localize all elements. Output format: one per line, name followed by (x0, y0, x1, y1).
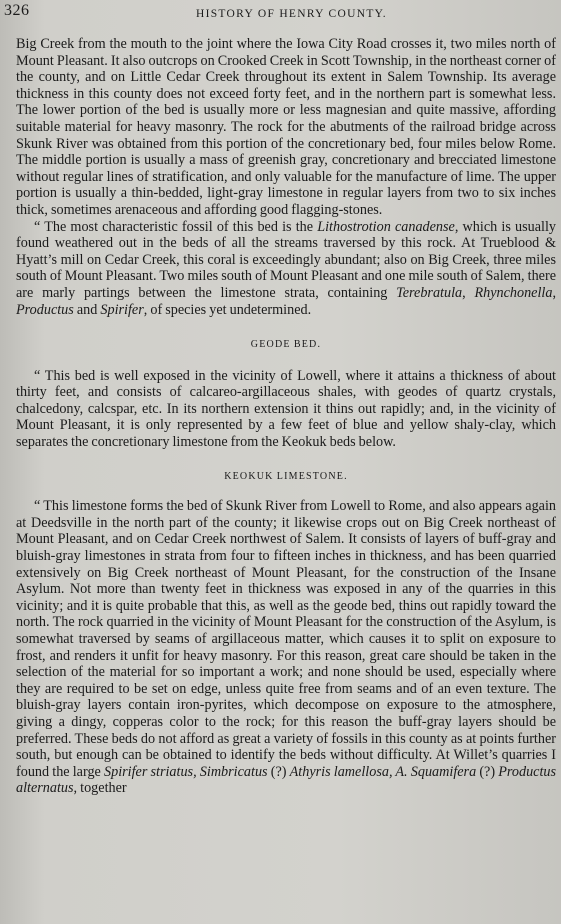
species-name: Spirifer striatus, Simbricatus (104, 763, 268, 780)
text-run: , (552, 284, 556, 301)
text-run: “ The most characteristic fossil of this bed is the (34, 218, 318, 235)
paragraph-concretionary-bed: Big Creek from the mouth to the joint where the Iowa City Road crosses it, two miles north of Mount Pleasant. It also outcrops on Crooked Creek in Scott Township, in the northeast corner of the county, and on Little Cedar Creek throughout its extent in Salem Township. Its average thickness in this county does not exceed forty feet, and in the northern part is somewhat less. The lower portion of the bed is usually more or less magnesian and quite massive, affording suitable material for heavy masonry. The rock for the abutments of the railroad bridge across Skunk River was obtained from this portion of the concretionary bed, four miles below Rome. The middle portion is usually a mass of greenish gray, concretionary and brecciated limestone without regular lines of stratification, and only valuable for the manufacture of lime. The upper portion is usually a thin-bedded, light-gray limestone in regular layers from two to six inches thick, sometimes arenaceous and affording good flagging-stones. (16, 36, 556, 218)
text-run: and (73, 301, 101, 318)
species-name: Athyris lamellosa, A. Squamifera (289, 763, 477, 780)
text-run: , of species yet undetermined. (143, 301, 312, 318)
text-run: (?) (267, 763, 290, 780)
paragraph-characteristic-fossil (16, 219, 556, 319)
text-run: “ This limestone forms the bed of Skunk River from Lowell to Rome, and also appears again at Deedsville in the north part of the county; it likewise crops out on Big Creek northeast of Mount Pleasant, and on Cedar Creek northwest of Salem. It consists of layers of buff-gray and bluish-gray limestones in strata from four to fifteen inches in thickness, and has been quarried extensively on Big Creek northeast of Mount Pleasant, for the construction of the Insane Asylum. Not more than twenty feet in thickness was exposed in any of the quarries in this vicinity; and it is quite probable that this, as well as the geode bed, thins out rapidly toward the north. The rock quarried in the vicinity of Mount Pleasant for the construction of the Asylum, is somewhat traversed by seams of argillaceous matter, which causes it to split on exposure to frost, and renders it unfit for heavy masonry. For this reason, great care should be taken in the selection of the material for so important a work; and none should be used, especially where they are required to be set on edge, unless quite free from seams and of an even texture. The bluish-gray layers contain iron-pyrites, which decompose on exposure to the atmosphere, giving a dingy, copperas color to the rock; for this reason the buff-gray layers should be preferred. These beds do not afford as great a variety of fossils in this county as at points further south, but enough can be obtained to identify the beds without difficulty. At Willet’s quarries I found the large (16, 498, 556, 780)
page-number: 326 (4, 2, 30, 19)
species-name: Lithostrotion canadense (317, 218, 455, 235)
section-heading-keokuk-limestone: KEOKUK LIMESTONE. (224, 470, 348, 482)
genus-name: Terebratula (396, 284, 463, 301)
running-head: HISTORY OF HENRY COUNTY. (196, 8, 387, 20)
page-body (16, 36, 556, 797)
page-header (0, 0, 561, 30)
section-heading-geode-bed: GEODE BED. (250, 339, 322, 351)
paragraph-keokuk-limestone (16, 498, 556, 797)
species-name: Productus alternatus (16, 763, 557, 797)
genus-name: Spirifer (100, 301, 144, 318)
genus-name: Productus (16, 301, 74, 318)
text-run: , which is usually found weathered out in the beds of all the streams traversed by this rock. At Trueblood & Hyatt’s mill on Cedar Creek, this coral is exceedingly abundant; also on Big Creek, three miles south of Mount Pleasant. Two miles south of Mount Pleasant and one mile south of Salem, there are marly partings between the limestone strata, containing (16, 218, 556, 301)
text-run: , (462, 284, 475, 301)
text-run: (?) (476, 763, 499, 780)
text-run: , together (73, 780, 127, 797)
paragraph-geode-bed: “ This bed is well exposed in the vicinity of Lowell, where it attains a thickness of about thirty feet, and consists of calcareo-argillaceous shales, with geodes of quartz crystals, chalcedony, calcspar, etc. In its northern extension it thins out rapidly; and, in the vicinity of Mount Pleasant, it is only represented by a few feet of blue and yellow shaly-clay, which separates the concretionary limestone from the Keokuk beds below. (16, 367, 556, 451)
genus-name: Rhynchonella (474, 284, 553, 301)
